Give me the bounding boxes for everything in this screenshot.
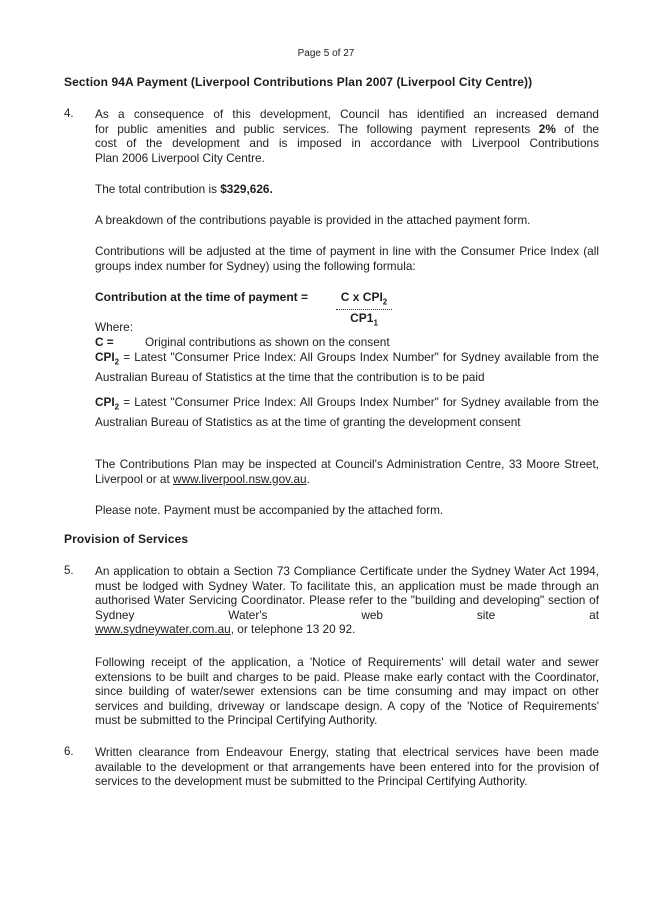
section-heading-services: Provision of Services — [64, 532, 189, 546]
definition-cpi2b-sub: 2 — [114, 402, 120, 412]
definition-c — [95, 335, 599, 350]
definition-cpi2b-term: CPI — [95, 395, 115, 409]
definition-cpi2-sub: 2 — [114, 357, 120, 367]
item-number-6: 6. — [64, 746, 74, 758]
payment-note: Please note. Payment must be accompanied by the attached form. — [95, 503, 444, 517]
contributions-plan-paragraph — [95, 457, 599, 486]
page-number: Page 5 of 27 — [297, 48, 355, 59]
para-line-tail: of the — [555, 121, 599, 136]
para-line — [95, 122, 599, 137]
formula-numerator-sub: 2 — [382, 297, 388, 307]
plan-end: . — [306, 471, 310, 486]
total-contribution — [95, 182, 599, 197]
percent-value: 2% — [538, 121, 556, 136]
para-line: As a consequence of this development, Council has identified an increased demand — [95, 107, 599, 121]
para-line-text: for public amenities and public services. The following payment represents — [95, 121, 539, 136]
section-73-text: An application to obtain a Section 73 Compliance Certificate under the Sydney Water Act 1994, must be lodged with Sydney Water. To facilitate this, an application must be made through an authorised Water Servicing Coordinator. Please refer to the "building and developing" section of Sydney Water's web site at — [95, 564, 599, 622]
para-line: Plan 2006 Liverpool City Centre. — [95, 150, 265, 165]
item-number-4: 4. — [64, 108, 74, 120]
paragraph-endeavour-energy: Written clearance from Endeavour Energy, stating that electrical services have been made available to the development or that arrangements have been entered into for the provision of services to the development must be submitted to the Principal Certifying Authority. — [95, 745, 599, 789]
definition-cpi2-text: = Latest "Consumer Price Index: All Groups Index Number" for Sydney available from the Australian Bureau of Statistics at the time that the contribution is to be paid — [95, 350, 599, 384]
total-value: $329,626. — [220, 182, 273, 196]
definition-c-text: Original contributions as shown on the consent — [145, 335, 390, 349]
breakdown-text: A breakdown of the contributions payable is provided in the attached payment form. — [95, 213, 531, 227]
cpi-paragraph: Contributions will be adjusted at the time of payment in line with the Consumer Price Index (all groups index number for Sydney) using the following formula: — [95, 244, 599, 273]
definition-cpi2-consent — [95, 395, 599, 430]
formula-numerator — [336, 290, 392, 310]
liverpool-website-link[interactable]: www.liverpool.nsw.gov.au — [173, 471, 307, 486]
paragraph-section-73 — [95, 564, 599, 637]
paragraph-increased-demand — [95, 107, 599, 165]
where-label: Where: — [95, 320, 134, 334]
formula-numerator-text: C x CPI — [340, 290, 383, 304]
paragraph-notice-of-requirements: Following receipt of the application, a 'Notice of Requirements' will detail water and sewer extensions to be built and charges to be paid. Please make early contact with the Coordinator, since building of water/sewer extensions can be time consuming and may impact on other services and building, driveway or landscape design. A copy of the 'Notice of Requirements' must be submitted to the Principal Certifying Authority. — [95, 655, 599, 728]
plan-text: The Contributions Plan may be inspected at Council's Administration Centre, 33 Moore Street, Liverpool or at — [95, 457, 599, 486]
formula-label: Contribution at the time of payment = — [95, 290, 309, 304]
definition-c-term: C = — [95, 335, 114, 349]
para-line: cost of the development and is imposed in accordance with Liverpool Contributions — [95, 136, 599, 151]
sydney-water-link[interactable]: www.sydneywater.com.au — [95, 622, 231, 637]
definition-cpi2-term: CPI — [95, 350, 115, 364]
section-heading-94a: Section 94A Payment (Liverpool Contributions Plan 2007 (Liverpool City Centre)) — [64, 75, 533, 89]
item-number-5: 5. — [64, 565, 74, 577]
definition-cpi2b-text: = Latest "Consumer Price Index: All Groups Index Number" for Sydney available from the Australian Bureau of Statistics as at the time of granting the development consent — [95, 395, 599, 429]
formula-denominator-text: CP1 — [350, 311, 374, 326]
formula-denominator-sub: 1 — [373, 318, 378, 328]
section-73-end: , or telephone 13 20 92. — [230, 622, 356, 637]
definition-cpi2-paid — [95, 350, 599, 385]
total-prefix: The total contribution is — [95, 182, 221, 196]
